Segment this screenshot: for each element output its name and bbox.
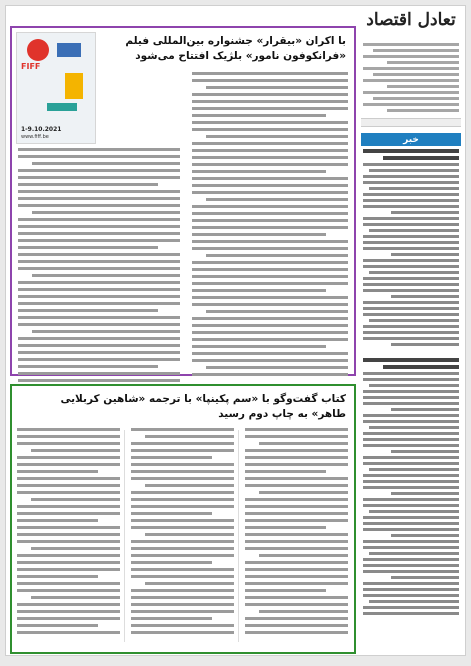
poster-url: www.fiff.be — [21, 134, 49, 140]
main-article-column-right — [192, 72, 348, 380]
second-article — [10, 384, 356, 654]
second-article-title: کتاب گفت‌وگو با «سم پکینپا» با ترجمه «شاهین کربلایی طاهر» به چاپ دوم رسید — [60, 393, 346, 420]
newspaper-page — [5, 5, 466, 656]
main-article-title: با اکران «بیقرار» جشنواره بین‌المللی فیلم «فرانکوفون نامور» بلژیک افتتاح می‌شود — [125, 35, 346, 62]
main-article — [10, 26, 356, 376]
sidebar — [361, 10, 461, 651]
news-section-label: خبر — [403, 134, 419, 145]
masthead-logo: تعادل اقتصاد — [366, 10, 456, 30]
poster-dates: 1-9.10.2021 — [21, 126, 62, 133]
news-section-header — [361, 133, 461, 146]
second-article-column-2 — [131, 428, 234, 638]
masthead-info — [361, 43, 461, 112]
second-article-column-1 — [245, 428, 348, 638]
sidebar-news-column — [361, 149, 461, 615]
poster-logo: FIFF — [21, 62, 41, 71]
date-bar — [361, 118, 461, 127]
second-article-column-3 — [17, 428, 120, 638]
festival-poster — [16, 32, 96, 144]
main-article-column-left — [18, 148, 180, 386]
